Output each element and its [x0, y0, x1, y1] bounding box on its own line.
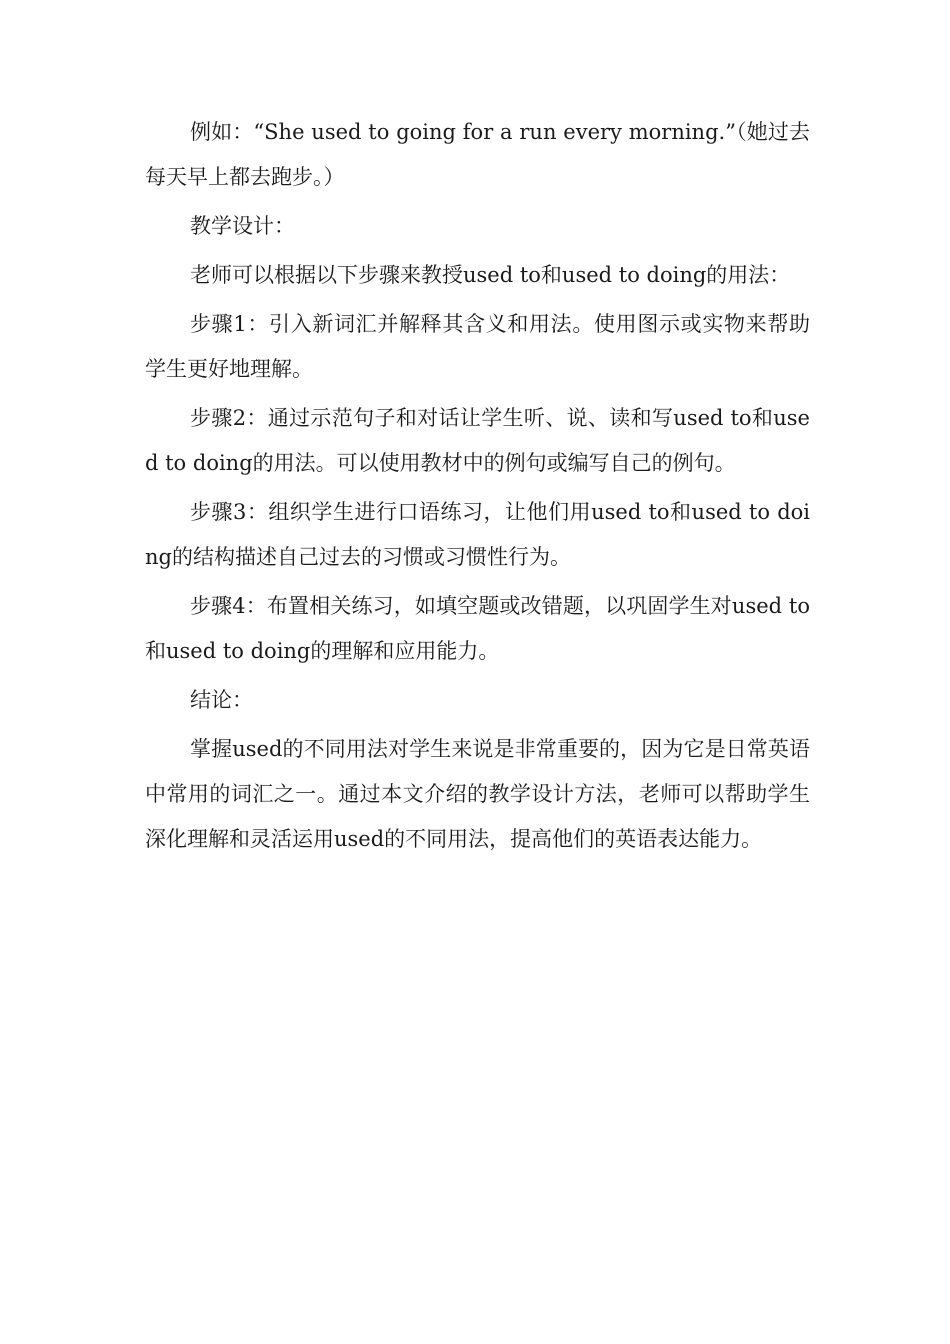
step-1-paragraph: 步骤1：引入新词汇并解释其含义和用法。使用图示或实物来帮助学生更好地理解。 — [145, 312, 810, 381]
document-body — [145, 110, 810, 866]
conclusion-heading: 结论： — [190, 688, 253, 712]
step-3-paragraph: 步骤3：组织学生进行口语练习，让他们用used to和used to doing的结构描述自己过去的习惯或习惯性行为。 — [145, 500, 810, 569]
step-4-paragraph: 步骤4：布置相关练习，如填空题或改错题，以巩固学生对used to和used to doing的理解和应用能力。 — [145, 594, 810, 663]
conclusion-paragraph: 掌握used的不同用法对学生来说是非常重要的，因为它是日常英语中常用的词汇之一。通过本文介绍的教学设计方法，老师可以帮助学生深化理解和灵活运用used的不同用法，提高他们的英语表达能力。 — [145, 737, 810, 851]
step-2-paragraph: 步骤2：通过示范句子和对话让学生听、说、读和写used to和used to doing的用法。可以使用教材中的例句或编写自己的例句。 — [145, 406, 810, 475]
example-paragraph: 例如：“She used to going for a run every morning.”（她过去每天早上都去跑步。） — [145, 120, 810, 189]
teaching-design-heading: 教学设计： — [190, 214, 295, 238]
intro-paragraph: 老师可以根据以下步骤来教授used to和used to doing的用法： — [190, 263, 791, 287]
